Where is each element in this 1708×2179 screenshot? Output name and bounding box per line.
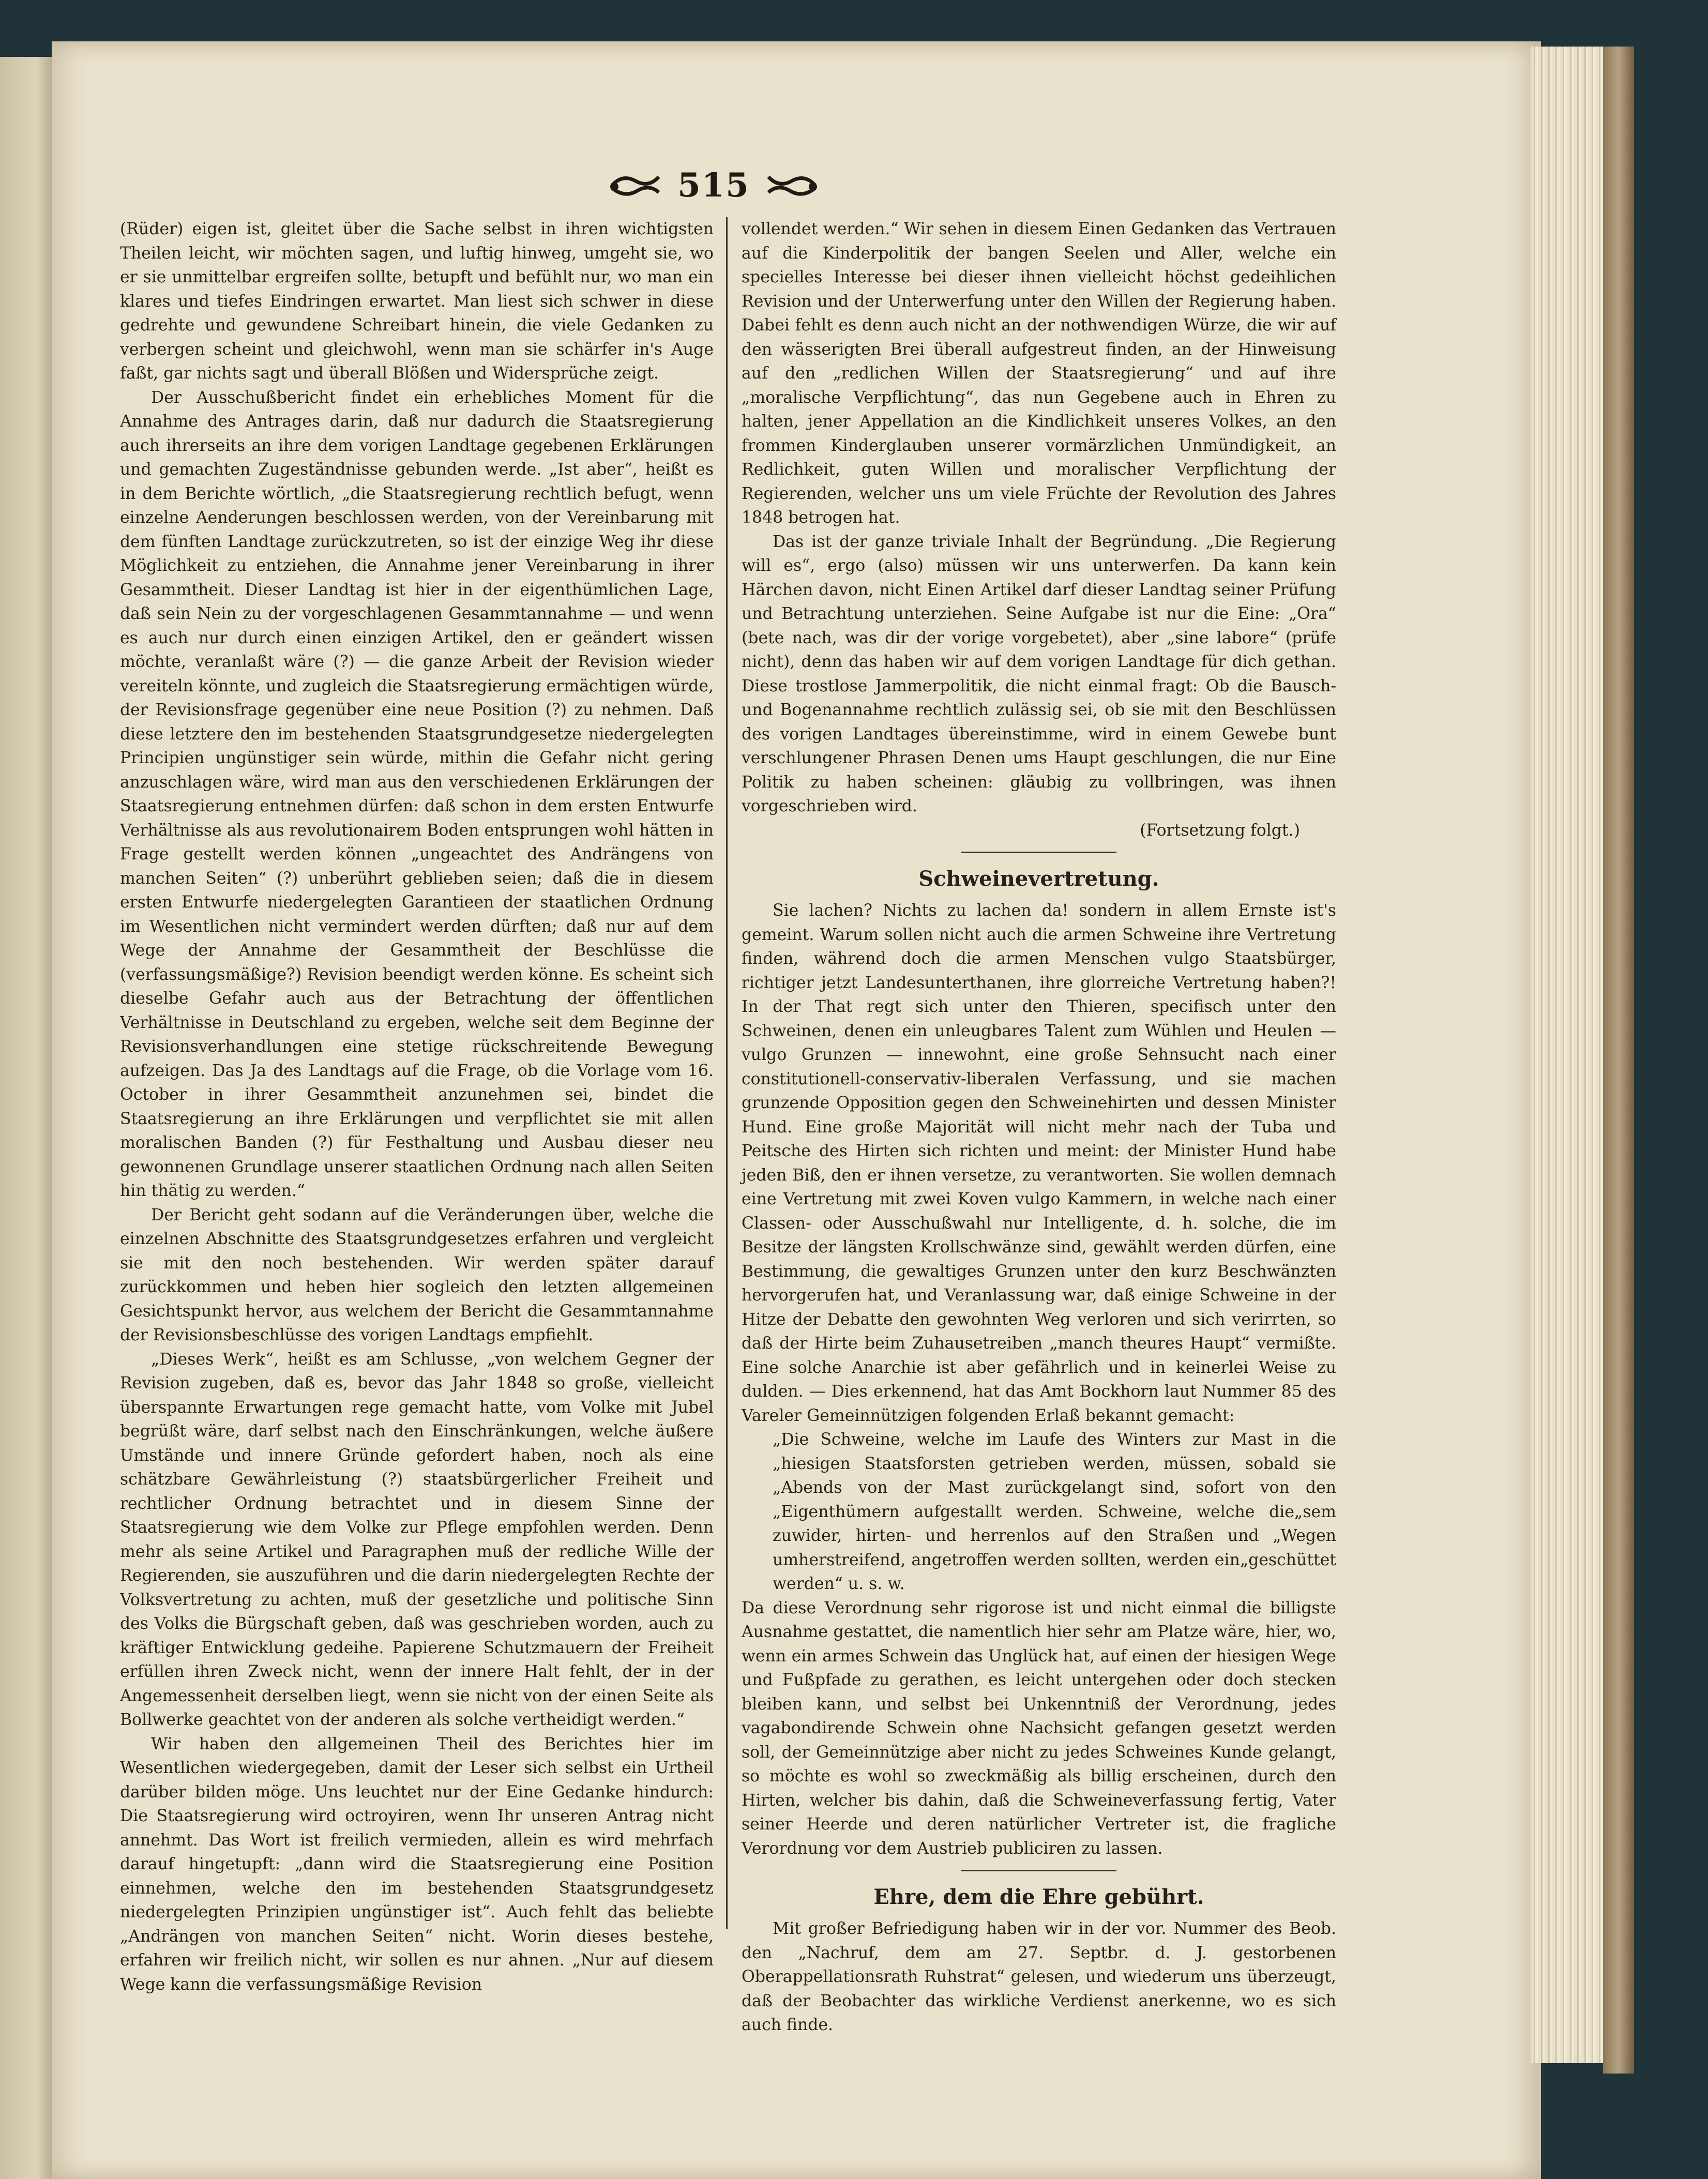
section-title-schweinevertretung: Schweinevertretung. (918, 867, 1159, 891)
paragraph: „Dieses Werk“, heißt es am Schlusse, „von welchem Gegner der Revision zugeben, daß es, bevor das Jahr 1848 so große, vielleicht überspannte Erwartungen rege gemacht hatte, vom Volke mit Jubel begrüßt wäre, darf selbst nach den Einschränkungen, welche äußere Umstände und innere Gründe gefordert haben, noch als eine schätzbare Gewährleistung (?) staatsbürgerlicher Freiheit und rechtlicher Ordnung betrachtet und in diesem Sinne der Staatsregierung wie dem Volke zur Pflege empfohlen werden. Denn mehr als seine Artikel und Paragraphen muß der redliche Wille der Regierenden, sie auszuführen und die darin niedergelegten Rechte der Volksvertretung zu achten, muß der gesetzliche und politische Sinn des Volks die Bürgschaft geben, daß was geschrieben worden, auch zu kräftiger Entwicklung gedeihe. Papierene Schutzmauern der Freiheit erfüllen ihren Zweck nicht, wenn der innere Halt fehlt, der in der Angemessenheit derselben liegt, wenn sie nicht von der einen Seite als Bollwerke geachtet von der anderen als solche vertheidigt werden.“ (120, 1350, 714, 1729)
paragraph: vollendet werden.“ Wir sehen in diesem Einen Gedanken das Vertrauen auf die Kinderpolitik der bangen Seelen und Aller, welche ein specielles Interesse bei dieser ihnen vielleicht höchst gedeihlichen Revision und der Unterwerfung unter den Willen der Regierung haben. Dabei fehlt es denn auch nicht an der nothwendigen Würze, die wir auf den wässerigten Brei überall aufgestreut finden, an der Hinweisung auf den „redlichen Willen der Staatsregierung“ und auf ihre „moralische Verpflichtung“, das nun Gegebene auch in Ehren zu halten, jener Appellation an die Kindlichkeit unseres Volkes, an den frommen Kinderglauben unserer vormärzlichen Unmündigkeit, an Redlichkeit, guten Willen und moralischer Verpflichtung der Regierenden, welcher uns um viele Früchte der Revolution des Jahres 1848 betrogen hat. (742, 220, 1336, 527)
facing-page-edge (0, 57, 52, 2179)
paragraph: Mit großer Befriedigung haben wir in der vor. Nummer des Beob. den „Nachruf, dem am 27. Septbr. d. J. gestorbenen Oberappellationsrath Ruhstrat“ gelesen, und wiederum uns überzeugt, daß der Beobachter das wirkliche Verdienst anerkenne, wo es sich auch finde. (742, 1919, 1336, 2034)
paragraph: Da diese Verordnung sehr rigorose ist und nicht einmal die billigste Ausnahme gestattet, die namentlich hier sehr am Platze wäre, hier, wo, wenn ein armes Schwein das Unglück hat, auf einen der hiesigen Wege und Fußpfade zu gerathen, es leicht untergehen oder doch stecken bleiben kann, und selbst bei Unkenntniß der Verordnung, jedes vagabondirende Schwein ohne Nachsicht gefangen gesetzt werden soll, der Gemeinnützige aber nicht zu jedes Schweines Kunde gelangt, so möchte es wohl so zweckmäßig als billig erscheinen, durch den Hirten, welcher bis dahin, daß die Schweineverfassung fertig, Vater seiner Heerde und deren natürlicher Vertreter ist, die fragliche Verordnung vor dem Austrieb publiciren zu lassen. (742, 1598, 1336, 1858)
paragraph: Der Bericht geht sodann auf die Veränderungen über, welche die einzelnen Abschnitte des Staatsgrundgesetzes erfahren und vergleicht sie mit den noch bestehenden. Wir werden später darauf zurückkommen und heben hier sogleich den letzten allgemeinen Gesichtspunkt hervor, aus welchem der Bericht die Gesammtannahme der Revisionsbeschlüsse des vorigen Landtags empfiehlt. (120, 1205, 714, 1344)
column-divider (726, 217, 728, 1929)
left-column (120, 217, 714, 1994)
paragraph: (Rüder) eigen ist, gleitet über die Sache selbst in ihren wichtigsten Theilen leicht, wir möchten sagen, und luftig hinweg, umgeht sie, wo er sie unmittelbar ergreifen sollte, betupft und befühlt nur, wo man ein klares und tiefes Eindringen erwartet. Man liest sich schwer in diese gedrehte und gewundene Schreibart hinein, die viele Gedanken zu verbergen scheint und gleichwohl, wenn man sie schärfer in's Auge faßt, gar nichts sagt und überall Blößen und Widersprüche zeigt. (120, 220, 714, 383)
paragraph: Sie lachen? Nichts zu lachen da! sondern in allem Ernste ist's gemeint. Warum sollen nicht auch die armen Schweine ihre Vertretung finden, während doch die armen Menschen vulgo Staatsbürger, richtiger jetzt Landesunterthanen, ihre glorreiche Vertretung haben?! In der That regt sich unter den Thieren, specifisch unter den Schweinen, denen ein unleugbares Talent zum Wühlen und Heulen — vulgo Grunzen — innewohnt, eine große Sehnsucht nach einer constitutionell-conservativ-liberalen Verfassung, und sie machen grunzende Opposition gegen den Schweinehirten und dessen Minister Hund. Eine große Majorität will nicht mehr nach der Tuba und Peitsche des Hirten sich richten und meint: der Minister Hund habe jeden Biß, den er ihnen versetze, zu verantworten. Sie wollen demnach eine Vertretung mit zwei Koven vulgo Kammern, in welche nach einer Classen- oder Ausschußwahl nur Intelligente, d. h. solche, die im Besitze der längsten Krollschwänze sind, gewählt werden dürfen, eine Bestimmung, die gewaltiges Grunzen unter den kurz Beschwänzten hervorgerufen hat, und Veranlassung war, daß einige Schweine in der Hitze der Debatte den gewohnten Weg verloren und sich verirrten, so daß der Hirte beim Zuhausetreiben „manch theures Haupt“ vermißte. Eine solche Anarchie ist aber gefährlich und in keinerlei Weise zu dulden. — Dies erkennend, hat das Amt Bockhorn laut Nummer 85 des Vareler Gemeinnützigen folgenden Erlaß bekannt gemacht: (742, 901, 1336, 1425)
quote-text: „Die Schweine, welche im Laufe des Winters zur Mast in die „hiesigen Staatsforsten getrieben werden, müssen, sobald sie „Abends von der Mast zurückgelangt sind, sofort von den „Eigenthümern aufgestallt werden. Schweine, welche die„sem zuwider, hirten- und herrenlos auf den Straßen und „Wegen umherstreifend, angetroffen werden sollten, werden ein„geschüttet werden“ u. s. w. (773, 1430, 1336, 1593)
quoted-decree (773, 1428, 1336, 1596)
page-header (595, 164, 833, 206)
section-title-ehre: Ehre, dem die Ehre gebührt. (873, 1885, 1204, 1909)
paragraph: Das ist der ganze triviale Inhalt der Begründung. „Die Regierung will es“, ergo (also) müssen wir uns unterwerfen. Da kann kein Härchen davon, nicht Einen Artikel darf dieser Landtag seiner Prüfung und Betrachtung unterziehen. Seine Aufgabe ist nur die Eine: „Ora“ (bete nach, was dir der vorige vorgebetet), aber „sine labore“ (prüfe nicht), denn das haben wir auf dem vorigen Landtage für dich gethan. Diese trostlose Jammerpolitik, die nicht einmal fragt: Ob die Bausch- und Bogenannahme rechtlich zulässig sei, ob sie mit den Beschlüssen des vorigen Landtages übereinstimme, wird in einem Gewebe bunt verschlungener Phrasen Denen ums Haupt geschlungen, die nur Eine Politik zu haben scheinen: gläubig zu vollbringen, was ihnen vorgeschrieben wird. (742, 532, 1336, 815)
page-stack-edge (1531, 47, 1603, 2063)
left-ornament-icon (607, 170, 664, 201)
continuation-note: (Fortsetzung folgt.) (1140, 821, 1300, 840)
right-ornament-icon (763, 170, 820, 201)
page-number: 515 (677, 165, 750, 205)
section-rule (961, 1870, 1116, 1871)
paragraph: Der Ausschußbericht findet ein erhebliches Moment für die Annahme des Antrages darin, daß nur dadurch die Staatsregierung auch ihrerseits an ihre dem vorigen Landtage gegebenen Erklärungen und gemachten Zugeständnisse gebunden werde. „Ist aber“, heißt es in dem Berichte wörtlich, „die Staatsregierung rechtlich befugt, wenn einzelne Aenderungen beschlossen werden, von der Vereinbarung mit dem fünften Landtage zurückzutreten, so ist der einzige Weg ihr diese Möglichkeit zu entziehen, die Annahme jener Vereinbarung in ihrer Gesammtheit. Dieser Landtag ist hier in der eigenthümlichen Lage, daß sein Nein zu der vorgeschlagenen Gesammtannahme — und wenn es auch nur durch einen einzigen Artikel, den er geändert wissen möchte, veranlaßt wäre (?) — die ganze Arbeit der Revision wieder vereiteln könnte, und zugleich die Staatsregierung ermächtigen würde, der Revisionsfrage gegenüber eine neue Position (?) zu nehmen. Daß diese letztere den im bestehenden Staatsgrundgesetze niedergelegten Principien ungünstiger sein würde, mithin die Gefahr nicht gering anzuschlagen wäre, wird man aus den verschiedenen Erklärungen der Staatsregierung entnehmen dürfen: daß schon in dem ersten Entwurfe Verhältnisse als aus revolutionairem Boden entsprungen wohl hätten in Frage gestellt werden können „ungeachtet des Andrängens von manchen Seiten“ (?) unberührt geblieben seien; daß die in diesem ersten Entwurfe niedergelegten Garantieen der staatlichen Ordnung im Wesentlichen nicht vermindert werden dürften; daß nur auf dem Wege der Annahme der Gesammtheit der Beschlüsse die (verfassungsmäßige?) Revision beendigt werden könne. Es scheint sich dieselbe Gefahr auch aus der Betrachtung der öffentlichen Verhältnisse in Deutschland zu ergeben, welche seit dem Beginne der Revisionsverhandlungen eine stetige rückschreitende Bewegung aufzeigen. Das Ja des Landtags auf die Frage, ob die Vorlage vom 16. October in ihrer Gesammtheit anzunehmen sei, bindet die Staatsregierung an ihre Erklärungen und verpflichtet sie mit allen moralischen Banden (?) für Festhaltung und Ausbau dieser neu gewonnenen Grundlage unserer staatlichen Ordnung nach allen Seiten hin thätig zu werden.“ (120, 388, 714, 1200)
book-binding (1603, 47, 1634, 2074)
section-rule (961, 852, 1116, 853)
paragraph: Wir haben den allgemeinen Theil des Berichtes hier im Wesentlichen wiedergegeben, damit der Leser sich selbst ein Urtheil darüber bilden möge. Uns leuchtet nur der Eine Gedanke hindurch: Die Staatsregierung wird octroyiren, wenn Ihr unseren Antrag nicht annehmt. Das Wort ist freilich vermieden, allein es wird mehrfach darauf hingetupft: „dann wird die Staatsregierung eine Position einnehmen, welche den im bestehenden Staatsgrundgesetz niedergelegten Prinzipien ungünstiger ist“. Auch fehlt das beliebte „Andrängen von manchen Seiten“ nicht. Worin dieses bestehe, erfahren wir freilich nicht, wir sollen es nur ahnen. „Nur auf diesem Wege kann die verfassungsmäßige Revision (120, 1734, 714, 1994)
right-column (742, 217, 1336, 2034)
